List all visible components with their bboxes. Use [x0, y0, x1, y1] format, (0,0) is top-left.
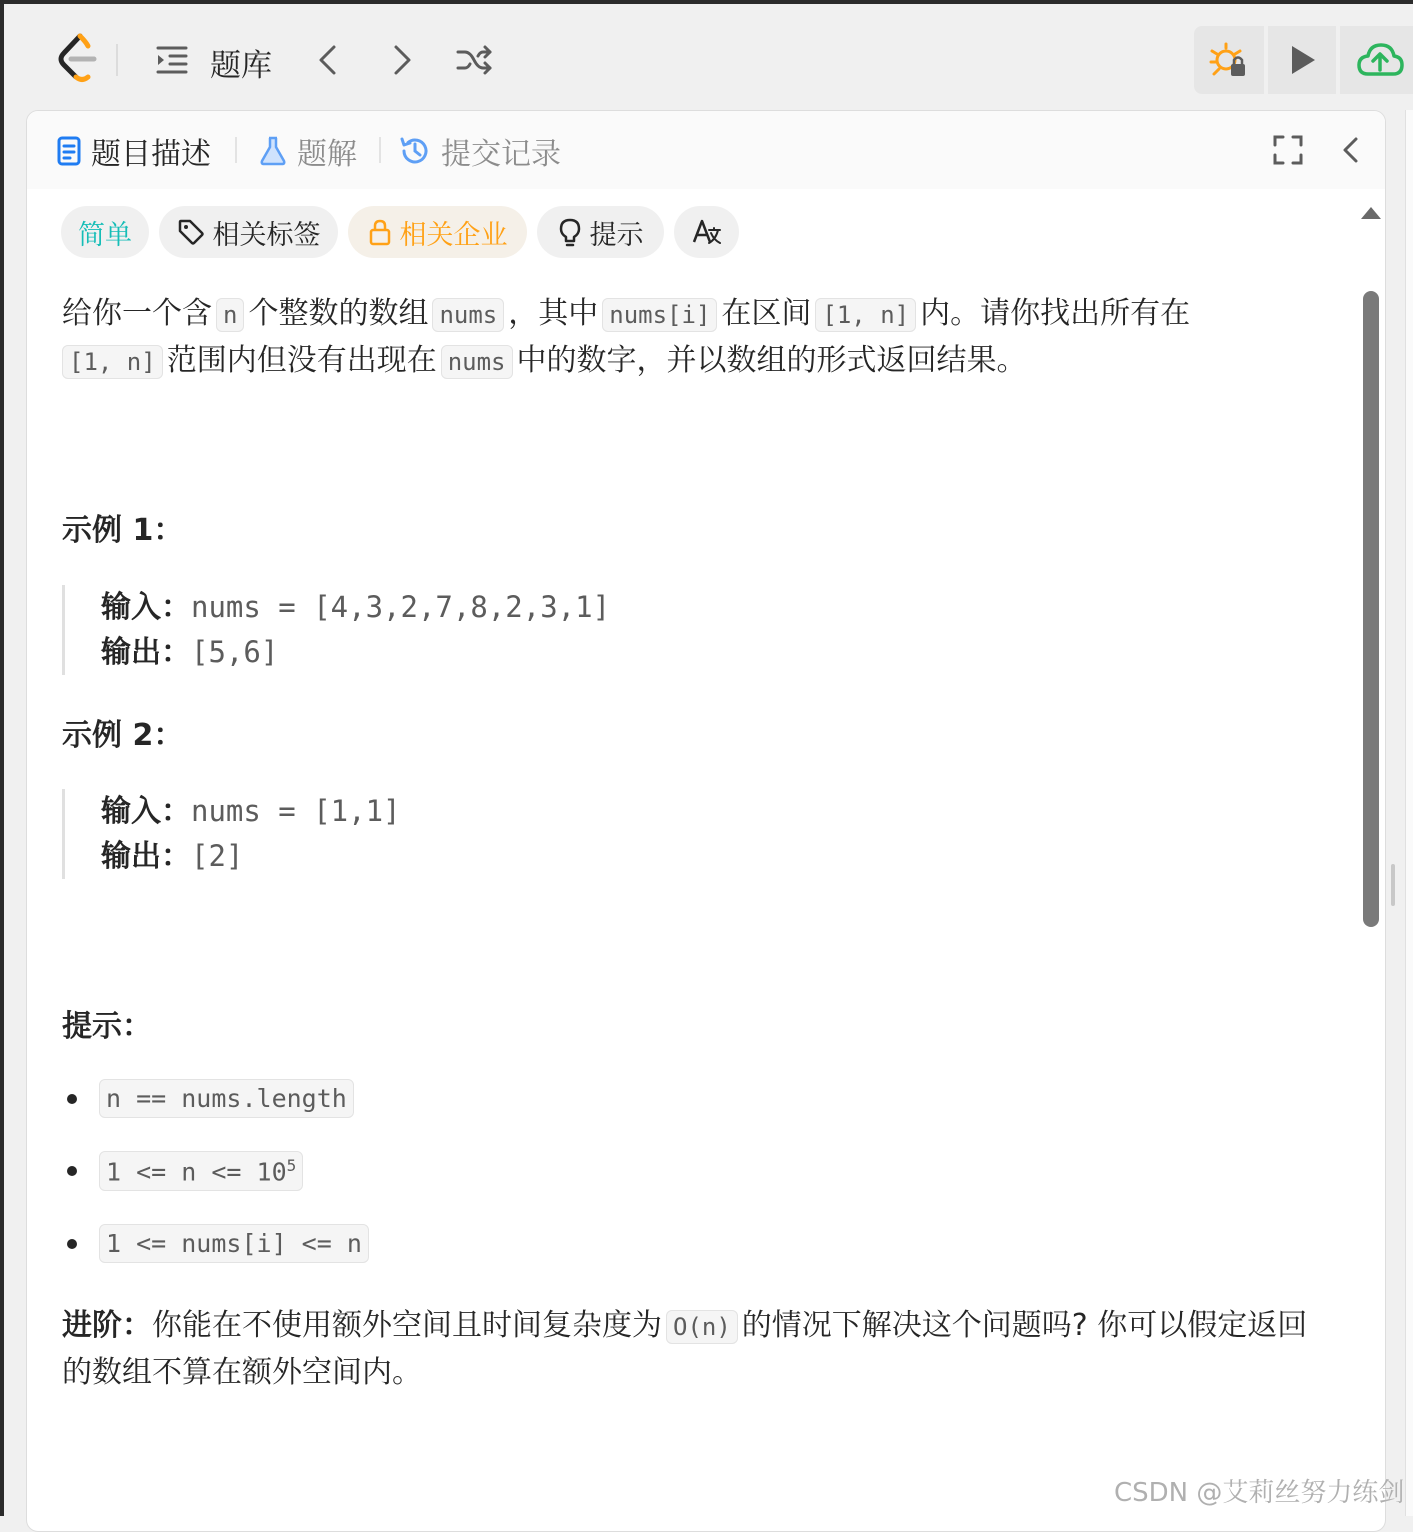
follow-up-text — [62, 1303, 1337, 1396]
input-value: nums = [1,1] — [191, 794, 401, 828]
input-label: 输入： — [101, 794, 191, 829]
problem-list-link[interactable]: 题库 — [210, 48, 272, 84]
difficulty-badge — [61, 206, 149, 258]
description-line-1 — [62, 291, 1337, 385]
divider — [116, 44, 118, 76]
lock-icon — [368, 218, 392, 246]
example-2-output — [101, 834, 401, 879]
shuffle-icon[interactable] — [454, 40, 494, 80]
example-1-input — [101, 585, 610, 630]
difficulty-label: 简单 — [78, 219, 132, 251]
tab-divider — [235, 137, 237, 163]
tab-submissions[interactable] — [399, 129, 561, 173]
example-2-title: 示例 2： — [62, 718, 184, 753]
tab-submissions-label: 提交记录 — [441, 137, 561, 172]
text: 你能在不使用额外空间且时间复杂度为 — [152, 1308, 662, 1343]
inline-code: O(n) — [666, 1310, 738, 1344]
topics-label: 相关标签 — [212, 219, 321, 251]
hint-tag-button[interactable] — [537, 206, 664, 258]
inline-code: nums — [432, 298, 504, 332]
chevron-left-icon[interactable] — [1335, 133, 1369, 167]
editor-panel-edge — [1405, 110, 1413, 1516]
example-2-input — [101, 789, 401, 834]
text: ，其中 — [508, 296, 599, 331]
output-label: 输出： — [101, 839, 191, 874]
text: 范围内但没有出现在 — [166, 343, 437, 378]
tab-description[interactable] — [57, 129, 211, 173]
history-icon — [399, 135, 431, 167]
translate-button[interactable] — [674, 206, 739, 258]
description-panel — [26, 110, 1386, 1532]
topics-tag-button[interactable] — [159, 206, 338, 258]
inline-code: n — [216, 298, 244, 332]
text: 的情况下解决这个问题吗? 你可以假定返回的数组不算在额外空间内。 — [62, 1308, 1308, 1390]
output-label: 输出： — [101, 635, 191, 670]
scrollbar-thumb[interactable] — [1363, 291, 1379, 927]
input-value: nums = [4,3,2,7,8,2,3,1] — [191, 590, 611, 624]
text: 内。请你找出所有在 — [920, 296, 1191, 331]
example-1-block — [62, 585, 610, 675]
exponent: 5 — [286, 1156, 297, 1175]
submit-button[interactable] — [1340, 26, 1413, 94]
output-value: [5,6] — [191, 635, 279, 669]
constraint-code: n == nums.length — [99, 1079, 354, 1118]
tab-description-label: 题目描述 — [91, 137, 211, 172]
hint-label: 提示 — [589, 219, 644, 251]
panel-tabs — [27, 111, 1385, 189]
run-button[interactable] — [1268, 26, 1336, 94]
bullet — [67, 1094, 77, 1104]
bullet — [67, 1239, 77, 1249]
inline-code: [1, n] — [62, 345, 163, 379]
document-icon — [57, 136, 81, 166]
example-1-title: 示例 1： — [62, 513, 184, 548]
window-frame-left — [0, 0, 4, 1516]
tab-solutions[interactable] — [259, 129, 357, 173]
text: 个整数的数组 — [248, 296, 429, 331]
companies-tag-button[interactable] — [348, 206, 527, 258]
tab-divider — [379, 137, 381, 163]
constraint-item — [67, 1151, 303, 1191]
chevron-right-icon[interactable] — [384, 42, 420, 78]
scroll-up-arrow[interactable] — [1361, 207, 1381, 219]
text: 给你一个含 — [62, 296, 212, 331]
tag-icon — [177, 218, 205, 246]
cloud-upload-icon — [1356, 40, 1404, 80]
list-icon[interactable] — [154, 42, 190, 78]
inline-code: nums[i] — [602, 298, 717, 332]
constraint-code — [99, 1151, 303, 1191]
watermark: CSDN @艾莉丝努力练剑 — [1114, 1478, 1405, 1508]
constraint-item — [67, 1224, 369, 1263]
chevron-left-icon[interactable] — [312, 42, 348, 78]
debug-button[interactable] — [1194, 26, 1264, 94]
example-1-output — [101, 630, 610, 675]
translate-icon — [692, 218, 722, 246]
text: 中的数字，并以数组的形式返回结果。 — [516, 343, 1027, 378]
flask-icon — [259, 136, 287, 166]
input-label: 输入： — [101, 590, 191, 625]
output-value: [2] — [191, 839, 244, 873]
companies-label: 相关企业 — [399, 219, 508, 251]
debug-icon — [1209, 40, 1249, 80]
play-icon — [1285, 43, 1319, 77]
text: 在区间 — [721, 296, 812, 331]
inline-code: [1, n] — [815, 298, 916, 332]
constraint-item — [67, 1079, 354, 1118]
constraint-code: 1 <= nums[i] <= n — [99, 1224, 369, 1263]
resize-handle[interactable] — [1391, 864, 1395, 906]
constraint-text: 1 <= n <= 10 — [106, 1157, 287, 1187]
follow-up — [62, 1303, 1337, 1396]
constraints-title: 提示： — [62, 1009, 152, 1044]
lightbulb-icon — [558, 217, 582, 247]
leetcode-logo[interactable] — [54, 32, 100, 84]
bullet — [67, 1166, 77, 1176]
fullscreen-icon[interactable] — [1271, 133, 1305, 167]
tab-solutions-label: 题解 — [297, 137, 357, 172]
top-navbar — [4, 4, 1413, 108]
follow-up-label: 进阶： — [62, 1308, 152, 1343]
example-2-block — [62, 789, 401, 879]
problem-description — [62, 291, 1337, 385]
inline-code: nums — [441, 345, 513, 379]
